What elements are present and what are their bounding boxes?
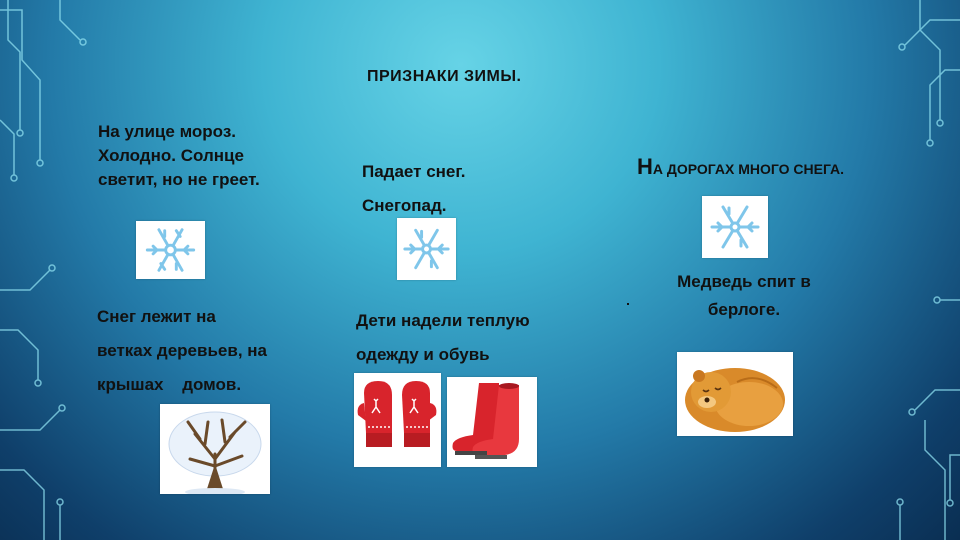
text-line: берлоге. [707,300,781,320]
sleeping-bear-icon [677,352,793,436]
text-line: Холодно. Солнце [98,145,244,165]
text-line: Снег лежит на [97,307,216,326]
text-line: одежду и обувь [356,345,490,364]
text-warm-clothes [356,304,530,372]
text-line: Падает снег. [362,162,466,181]
text-line: На улице мороз. [98,122,237,141]
snowy-tree-icon [160,404,270,494]
text-bear-sleeps [659,268,829,324]
text-line: крышах домов. [97,375,242,394]
mittens-icon [354,373,441,467]
snowflake-icon [702,196,768,258]
stray-dot [627,303,629,305]
boots-icon [447,377,537,467]
text-line: ветках деревьев, на [97,341,267,360]
text-roads-snow [637,154,844,180]
text-frost [98,120,260,191]
slide-title: ПРИЗНАКИ ЗИМЫ. [367,68,522,85]
snowflake-icon [397,218,456,280]
text-rest: А ДОРОГАХ МНОГО СНЕГА. [652,161,844,177]
text-line: Дети надели теплую [356,311,530,330]
text-line: Медведь спит в [677,272,811,291]
text-first-letter: Н [637,154,653,179]
snowflake-icon [136,221,205,279]
text-line: Снегопад. [362,196,447,215]
text-snowfall [362,155,465,223]
text-line: светит, но не греет. [98,169,260,189]
text-snow-on-trees [97,300,267,402]
